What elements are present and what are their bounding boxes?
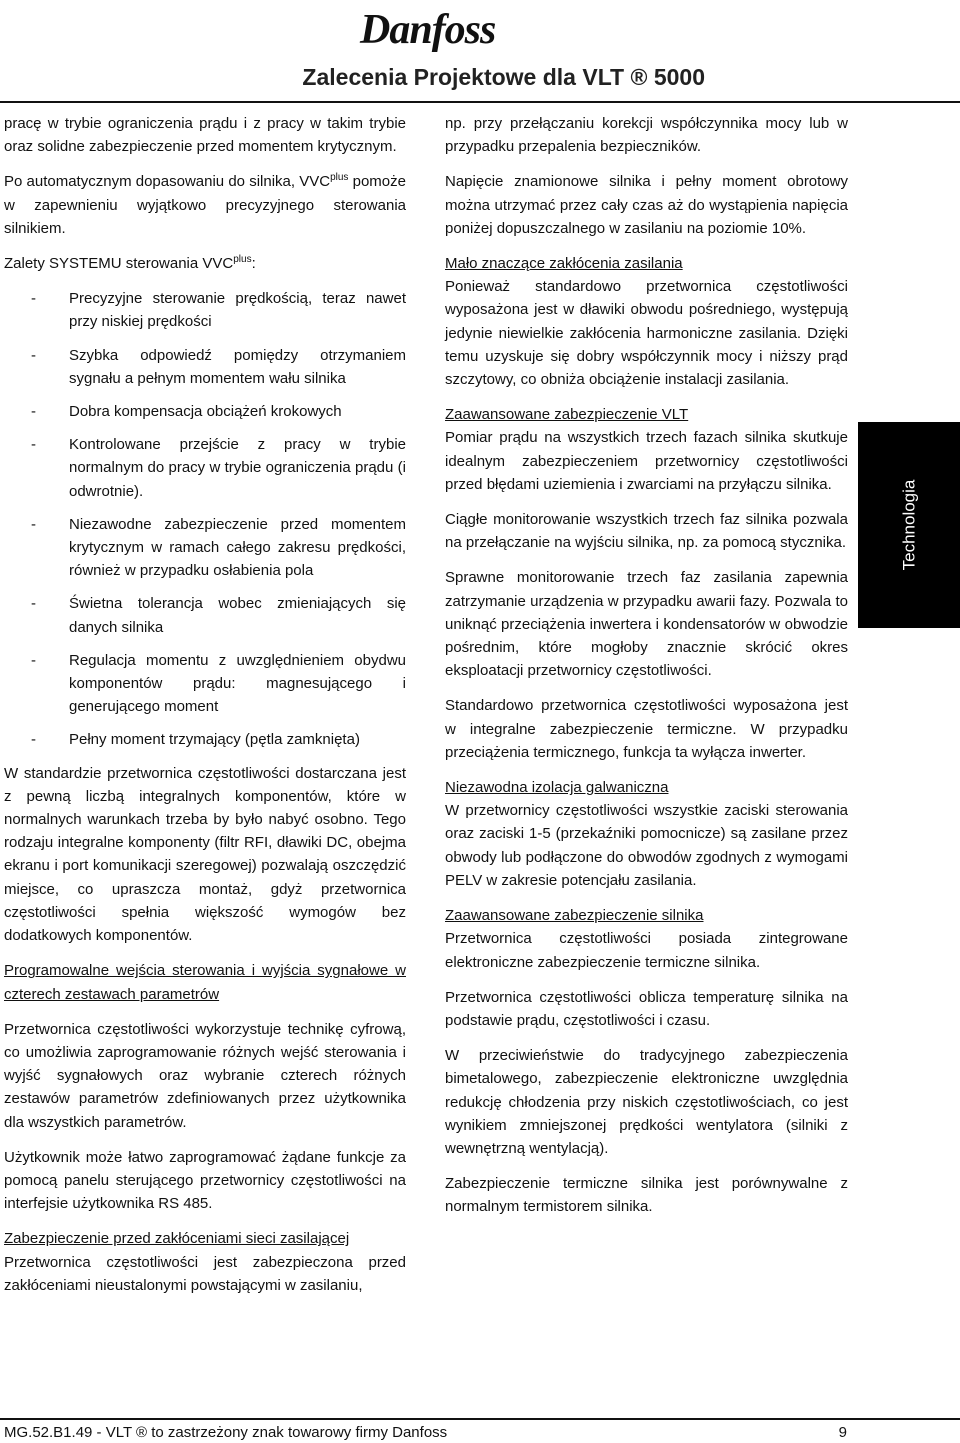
paragraph xyxy=(4,170,406,240)
paragraph: pracę w trybie ograniczenia prądu i z pracy w takim trybie oraz solidne zabezpieczenie przed momentem krytycznym. xyxy=(4,115,406,156)
left-column xyxy=(4,112,406,1309)
danfoss-logo: Danfoss xyxy=(360,7,496,53)
section-heading: Niezawodna izolacja galwaniczna xyxy=(445,779,669,797)
list-item: - Szybka odpowiedź pomiędzy otrzymaniem sygnału a pełnym momentem wału silnika xyxy=(4,344,406,390)
list-item: - Świetna tolerancja wobec zmieniających się danych silnika xyxy=(4,592,406,638)
paragraph: W standardzie przetwornica częstotliwości dostarczana jest z pewną liczbą integralnych komponentów, które w normalnych warunkach trzeba by było nabyć osobno. Tego rodzaju integralne komponenty (filtr RFI, dławiki DC, obejma ekranu i port komunikacji szeregowej) pozwalają oszczędzić miejsce, co upraszcza montaż, gdyż przetwornica częstotliwości spełnia większość wymogów bez dodatkowych komponentów. xyxy=(4,764,406,945)
paragraph: W przetwornicy częstotliwości wszystkie zaciski sterowania oraz zaciski 1-5 (przekaźniki pomocnicze) są zasilane przez obwody lub podłączone do obwodów zgodnych z wymogami PELV w zakresie potencjału zasilania. xyxy=(445,802,848,889)
paragraph: Przetwornica częstotliwości wykorzystuje technikę cyfrową, co umożliwia zaprogramowanie różnych wejść sterowania i wyjść sygnałowych oraz wybranie czterech różnych zestawów parametrów zdefiniowanych przez użytkownika dla wszystkich parametrów. xyxy=(4,1020,406,1131)
paragraph: Przetwornica częstotliwości oblicza temperaturę silnika na podstawie prądu, częstotliwości i czasu. xyxy=(445,988,848,1029)
section-heading: Zabezpieczenie przed zakłóceniami sieci zasilającej xyxy=(4,1230,350,1248)
list-item: - Regulacja momentu z uwzględnieniem obydwu komponentów prądu: magnesującego i generującego moment xyxy=(4,649,406,719)
text: Po automatycznym dopasowaniu do silnika, VVC xyxy=(4,173,331,191)
list-item: - Niezawodne zabezpieczenie przed momentem krytycznym w ramach całego zakresu prędkości, również w przypadku osłabienia pola xyxy=(4,513,406,583)
page-number: 9 xyxy=(838,1424,847,1441)
paragraph: Sprawne monitorowanie trzech faz zasilania zapewnia zatrzymanie urządzenia w przypadku awarii fazy. Pozwala to uniknąć przeciążenia inwertera i kondensatorów w obwodzie pośrednim, które mogłoby znacznie skrócić okres eksploatacji przetwornicy częstotliwości. xyxy=(445,569,848,680)
page-header-title: Zalecenia Projektowe dla VLT ® 5000 xyxy=(302,64,705,90)
text: pomoże w zapewnieniu wyjątkowo precyzyjnego sterowania silnikiem. xyxy=(4,173,406,237)
list-item: - Precyzyjne sterowanie prędkością, teraz nawet przy niskiej prędkości xyxy=(4,287,406,333)
superscript: plus xyxy=(233,254,252,266)
footer-text: MG.52.B1.49 - VLT ® to zastrzeżony znak towarowy firmy Danfoss xyxy=(4,1424,448,1441)
paragraph: W przeciwieństwie do tradycyjnego zabezpieczenia bimetalowego, zabezpieczenie elektroniczne uwzględnia redukcję chłodzenia przy niskich częstotliwościach, co jest wynikiem zmniejszonej prędkości wentylatora (silniki z wewnętrzną wentylacją). xyxy=(445,1047,848,1157)
section-heading: Programowalne wejścia sterowania i wyjścia sygnałowe w czterech zestawach parametrów xyxy=(4,962,406,1003)
section-tab-label: Technologia xyxy=(899,479,918,571)
advantages-list xyxy=(4,287,406,751)
text: Zalety SYSTEMU sterowania VVC xyxy=(4,255,234,273)
section-heading: Zaawansowane zabezpieczenie silnika xyxy=(445,907,704,925)
paragraph: Przetwornica częstotliwości posiada zintegrowane elektroniczne zabezpieczenie termiczne silnika. xyxy=(445,930,848,971)
paragraph: Zabezpieczenie termiczne silnika jest porównywalne z normalnym termistorem silnika. xyxy=(445,1175,848,1216)
header-divider xyxy=(0,101,960,103)
right-column xyxy=(445,112,848,1231)
paragraph: np. przy przełączaniu korekcji współczynnika mocy lub w przypadku przepalenia bezpieczników. xyxy=(445,115,848,156)
section-heading: Mało znaczące zakłócenia zasilania xyxy=(445,255,683,273)
text: : xyxy=(251,255,256,273)
superscript: plus xyxy=(330,172,349,184)
section-tab xyxy=(858,422,960,628)
paragraph: Ponieważ standardowo przetwornica częstotliwości wyposażona jest w dławiki obwodu pośredniego, występują jedynie niewielkie zakłócenia harmoniczne zasilania. Dzięki temu uzyskuje się dobry współczynnik mocy i niższy prąd szczytowy, co obniża obciążenie instalacji zasilania. xyxy=(445,278,848,389)
paragraph: Standardowo przetwornica częstotliwości wyposażona jest w integralne zabezpieczenie termiczne. W przypadku przeciążenia termicznego, funkcja ta wyłącza inwerter. xyxy=(445,697,848,761)
list-item: - Dobra kompensacja obciążeń krokowych xyxy=(4,400,406,423)
list-item: - Pełny moment trzymający (pętla zamknięta) xyxy=(4,728,406,751)
paragraph: Napięcie znamionowe silnika i pełny moment obrotowy można utrzymać przez cały czas aż do wystąpienia napięcia poniżej dopuszczalnego w zasilaniu na poziomie 10%. xyxy=(445,173,848,237)
paragraph: Ciągłe monitorowanie wszystkich trzech faz silnika pozwala na przełączanie na wyjściu silnika, np. za pomocą stycznika. xyxy=(445,511,848,552)
paragraph: Pomiar prądu na wszystkich trzech fazach silnika skutkuje idealnym zabezpieczeniem przetwornicy częstotliwości przed błędami uziemienia i zwarciami na przyłączu silnika. xyxy=(445,429,848,493)
paragraph xyxy=(4,252,406,275)
footer-divider xyxy=(0,1418,960,1420)
paragraph: Przetwornica częstotliwości jest zabezpieczona przed zakłóceniami nieustalonymi powstającymi w zasilaniu, xyxy=(4,1253,406,1294)
list-item: - Kontrolowane przejście z pracy w trybie normalnym do pracy w trybie ograniczenia prądu (i odwrotnie). xyxy=(4,433,406,503)
section-heading: Zaawansowane zabezpieczenie VLT xyxy=(445,406,689,424)
paragraph: Użytkownik może łatwo zaprogramować żądane funkcje za pomocą panelu sterującego przetwornicy częstotliwości na interfejsie użytkownika RS 485. xyxy=(4,1148,406,1213)
